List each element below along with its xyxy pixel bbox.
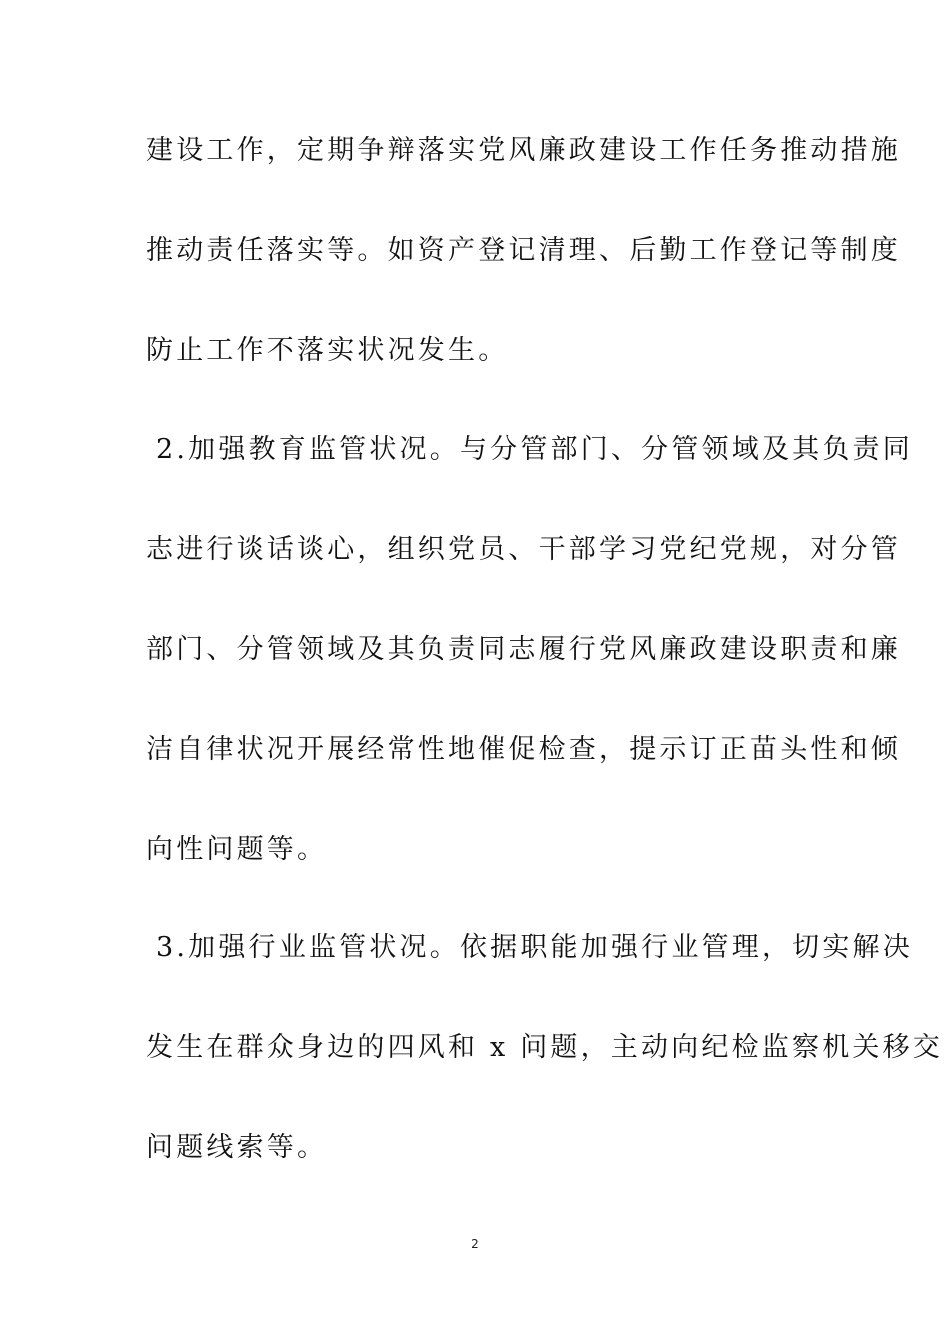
paragraph-line-6: 部门、分管领域及其负责同志履行党风廉政建设职责和廉 <box>146 634 901 665</box>
paragraph-line-7: 洁自律状况开展经常性地催促检查，提示订正苗头性和倾 <box>146 734 901 765</box>
paragraph-line-3: 防止工作不落实状况发生。 <box>146 335 509 366</box>
paragraph-line-9: 3.加强行业监管状况。依据职能加强行业管理，切实解决 <box>156 932 913 963</box>
page-number: 2 <box>471 1237 479 1251</box>
paragraph-line-1: 建设工作，定期争辩落实党风廉政建设工作任务推动措施 <box>146 135 901 166</box>
paragraph-line-5: 志进行谈话谈心，组织党员、干部学习党纪党规，对分管 <box>146 534 901 565</box>
paragraph-line-4: 2.加强教育监管状况。与分管部门、分管领域及其负责同 <box>156 434 913 465</box>
paragraph-line-10: 发生在群众身边的四风和 x 问题，主动向纪检监察机关移交 <box>146 1032 943 1063</box>
paragraph-line-2: 推动责任落实等。如资产登记清理、后勤工作登记等制度 <box>146 235 901 266</box>
paragraph-line-8: 向性问题等。 <box>146 834 328 865</box>
paragraph-line-11: 问题线索等。 <box>146 1132 328 1163</box>
